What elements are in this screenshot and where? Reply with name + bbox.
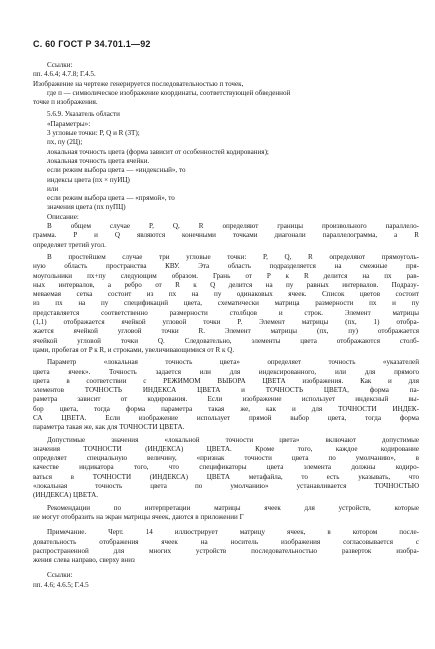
text-line: СА ЦВЕТА. Если изображение использует прямой выбор цвета, тогда форма [33,413,419,422]
text-line: локальная точность цвета ячейки. [47,156,150,165]
text-line: 5.6.9. Указатель области [47,110,120,119]
text-line: распространенной для многих устройств последовательностью разверток изобра- [33,546,419,555]
text-line: если режим выбора цвета — «прямой», то [47,194,175,203]
text-line: Изображение на чертеже генерируется последовательностью п точек, [33,79,244,88]
text-line: «локальная точность цвета по умолчанию» устанавливается ТОЧНОСТЬЮ [33,482,419,491]
paragraph [33,358,419,432]
text-line: если режим выбора цвета — «индексный», то [47,166,186,175]
text-line: индексы цвета (пх × пуИЦ) [47,175,130,184]
text-line: (1,1) отображается ячейкой угловой точки P. Элемент матрицы (пх, 1) отобра- [33,318,419,327]
text-line: представляется соответственно размерности столбцов и строк. Элемент матрицы [33,308,419,317]
text-line: бор цвета, тогда форма параметра такая же, как и для ТОЧНОСТИ ИНДЕК- [33,404,419,413]
text-line: пп. 4.6.4; 4.7.8; Г.4.5. [33,70,96,79]
paragraph [33,571,419,590]
text-line: В общем случае P, Q, R определяют границы произвольного параллело- [47,222,419,231]
document-body [33,61,419,590]
text-line: значения ТОЧНОСТИ (ИНДЕКСА) ЦВЕТА. Кроме того, каждое кодирование [33,444,419,453]
text-line: Ссылки: [47,61,73,69]
text-line: моугольники пх+пу следующим образом. Грань от P к R делится на пх рав- [33,271,419,280]
text-line: из пх на пу спецификаций цвета, схематически матрица размерности пх и пу [33,299,419,308]
paragraph [33,110,419,249]
text-line: пп. 4.6; 4.6.5; Г.4.5 [33,580,89,589]
text-line: определяет специальную величину, «признак точности цвета по умолчанию», в [33,454,419,463]
text-line: цвета ячеек». Точность задается или для индексированного, или для прямого [33,367,419,376]
text-line: качестве индикатора того, что спецификаторы цвета элемента должны кодиро- [33,463,419,472]
text-line: ваться в ТОЧНОСТИ (ИНДЕКСА) ЦВЕТА метафайла, то есть указывать, что [33,472,419,481]
text-line: меваемая сетка состоит из пх на пу одинаковых ячеек. Список цветов состоит [33,290,419,299]
text-line: Параметр «локальная точность цвета» определяет точность «указателей [47,358,419,367]
paragraph [33,528,419,565]
text-line: Допустимые значения «локальной точности цвета» включают допустимые [47,435,419,444]
text-line: локальная точность цвета (форма зависит от особенностей кодирования); [47,147,269,156]
paragraph [33,436,419,501]
text-line: грамма. P и Q являются конечными точками диагонали параллелограмма, а R [33,231,419,240]
text-line: (ИНДЕКСА) ЦВЕТА. [33,491,99,500]
text-line: ячейкой угловой точки Q. Следовательно, элементы цвета отображаются столб- [33,336,419,345]
text-line: или [47,184,59,193]
text-line: жается ячейкой угловой точки R. Элемент матрицы (пх, пу) отображается [33,327,419,336]
text-line: определяет третий угол. [33,240,106,249]
page-header: С. 60 ГОСТ Р 34.701.1—92 [33,39,151,49]
text-line: элементов ТОЧНОСТЬ ИНДЕКСА ЦВЕТА и ТОЧНОСТЬ ЦВЕТА, форма па- [33,386,419,395]
text-line: точке п изображения. [33,98,98,107]
text-line: ную область пространства КВУ. Эта область подразделяется на смежные пря- [33,262,419,271]
text-line: жения слева направо, сверху вниз [33,556,135,565]
text-line: Рекомендации по интерпретации матрицы ячеек для устройств, которые [47,503,419,512]
text-line: В простейшем случае три угловые точки: P, Q, R определяют прямоуголь- [47,252,419,261]
paragraph [33,61,419,107]
text-line: Описание: [47,212,79,221]
text-line: Примечание. Черт. 14 иллюстрирует матрицу ячеек, в котором после- [47,528,419,537]
text-line: не могут отобразить на экран матрицы ячеек, даются в приложении Г [33,512,244,521]
text-line: цами, пробегая от P к R, и строками, увеличивающимися от R к Q. [33,345,235,354]
text-line: пх, пу (2Ц); [47,138,83,147]
text-line: цвета в соответствии с РЕЖИМОМ ВЫБОРА ЦВЕТА изображения. Как и для [33,376,419,385]
text-line: значения цвета (пх пуПЦ) [47,203,126,212]
text-line: 3 угловые точки: P, Q и R (3T); [47,129,140,138]
text-line: раметра зависит от кодирования. Если изображение использует индексный вы- [33,395,419,404]
text-line: «Параметры»: [47,119,91,128]
text-line: Ссылки: [47,571,73,580]
paragraph [33,504,419,523]
text-line: где п — символическое изображение координаты, соответствующей обведенной [47,88,291,97]
text-line: ных интервалов, а ребро от R к Q делится на пу равных интервалов. Подразу- [33,280,419,289]
paragraph [33,253,419,355]
text-line: параметра такая же, как для ТОЧНОСТИ ЦВЕТА. [33,423,185,432]
text-line: довательность отображения ячеек на носитель изображения согласовывается с [33,537,419,546]
